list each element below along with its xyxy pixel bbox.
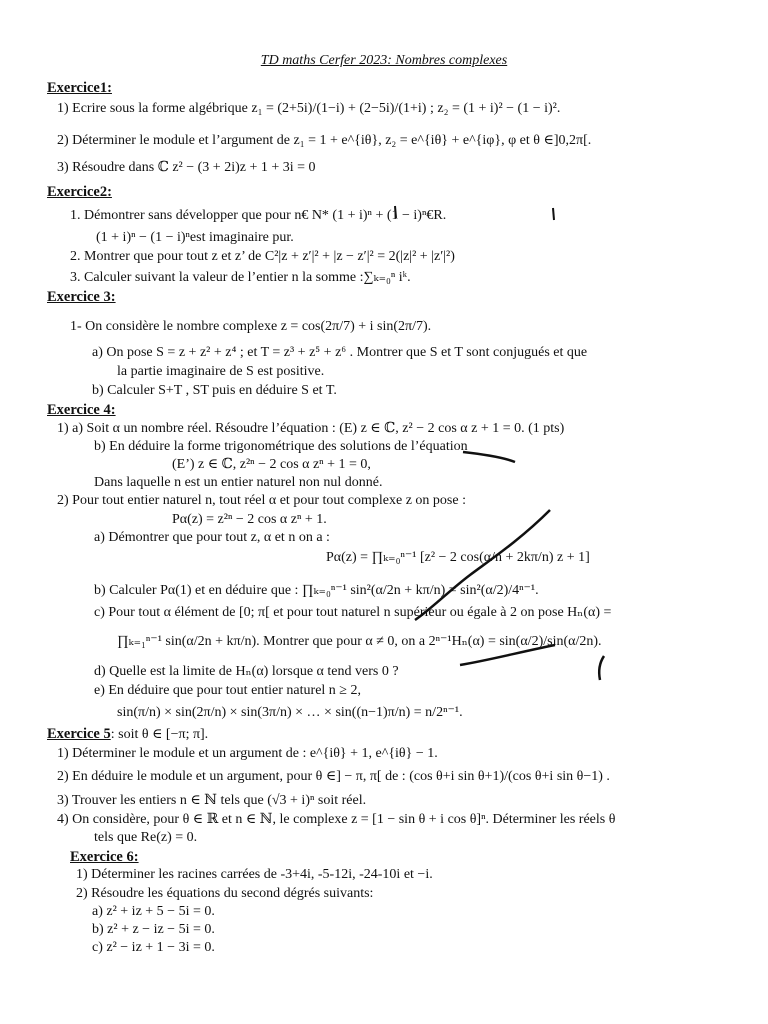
pen-stroke bbox=[553, 208, 554, 220]
ex2-q2: 2. Montrer que pour tout z et z’ de C²|z + z′|² + |z − z′|² = 2(|z|² + |z′|²) bbox=[70, 249, 455, 264]
ex6-qb: b) z² + z − iz − 5i = 0. bbox=[92, 922, 215, 937]
ex5-q1: 1) Déterminer le module et un argument de : e^{iθ} + 1, e^{iθ} − 1. bbox=[57, 746, 438, 761]
ex2-q1: 1. Démontrer sans développer que pour n€ N* (1 + i)ⁿ + (1 − i)ⁿ€R. bbox=[70, 208, 447, 223]
ex2-q1b: (1 + i)ⁿ − (1 − i)ⁿest imaginaire pur. bbox=[96, 230, 294, 245]
ex1-title-part-1: 1: bbox=[99, 80, 112, 96]
ex6-qa: a) z² + iz + 5 − 5i = 0. bbox=[92, 904, 215, 919]
ex4-q2aeq: Pα(z) = ∏ₖ₌₀ⁿ⁻¹ [z² − 2 cos(α/n + 2kπ/n) z + 1] bbox=[326, 550, 590, 565]
ex4-q2b: b) Calculer Pα(1) et en déduire que : ∏ₖ₌₀ⁿ⁻¹ sin²(α/2n + kπ/n) = sin²(α/2)/4ⁿ⁻¹. bbox=[94, 583, 539, 598]
ex4-q2a: a) Démontrer que pour tout z, α et n on a : bbox=[94, 530, 330, 545]
ex2-title: Exercice2: bbox=[47, 184, 112, 200]
ex4-q1b3: Dans laquelle n est un entier naturel non nul donné. bbox=[94, 475, 383, 490]
ex5-q4b: tels que Re(z) = 0. bbox=[94, 830, 198, 845]
pen-stroke bbox=[599, 656, 604, 680]
ex5-title-part-0: Exercice 5 bbox=[47, 726, 111, 742]
ex3-qb: b) Calculer S+T , ST puis en déduire S et T. bbox=[92, 383, 337, 398]
ex4-title: Exercice 4: bbox=[47, 402, 116, 418]
ex4-q2: 2) Pour tout entier naturel n, tout réel α et pour tout complexe z on pose : bbox=[57, 493, 466, 508]
ex4-q2c2: ∏ₖ₌₁ⁿ⁻¹ sin(α/2n + kπ/n). Montrer que pour α ≠ 0, on a 2ⁿ⁻¹Hₙ(α) = sin(α/2)/sin(α/2n). bbox=[117, 634, 602, 649]
pen-stroke bbox=[463, 452, 515, 462]
ex2-q3: 3. Calculer suivant la valeur de l’entier n la somme :∑ₖ₌₀ⁿ iᵏ. bbox=[70, 270, 411, 285]
ex1-q1: 1) Ecrire sous la forme algébrique z₁ = (2+5i)/(1−i) + (2−5i)/(1+i) ; z₂ = (1 + i)² − (1 − i)². bbox=[57, 101, 561, 116]
ex4-q1a: 1) a) Soit α un nombre réel. Résoudre l’équation : (E) z ∈ ℂ, z² − 2 cos α z + 1 = 0. (1 pts) bbox=[57, 421, 565, 436]
ex6-q2: 2) Résoudre les équations du second dégrés suivants: bbox=[76, 886, 374, 901]
ex5-q3: 3) Trouver les entiers n ∈ ℕ tels que (√3 + i)ⁿ soit réel. bbox=[57, 793, 367, 808]
ex1-q2: 2) Déterminer le module et l’argument de z₁ = 1 + e^{iθ}, z₂ = e^{iθ} + e^{iφ}, φ et θ ∈]0,2π[. bbox=[57, 133, 592, 148]
ex6-title: Exercice 6: bbox=[70, 849, 139, 865]
ex3-qa2: la partie imaginaire de S est positive. bbox=[117, 364, 325, 379]
ex5-q4: 4) On considère, pour θ ∈ ℝ et n ∈ ℕ, le complexe z = [1 − sin θ + i cos θ]ⁿ. Déterminer les réels θ bbox=[57, 812, 616, 827]
ex4-q2d: d) Quelle est la limite de Hₙ(α) lorsque α tend vers 0 ? bbox=[94, 664, 399, 679]
ex3-title: Exercice 3: bbox=[47, 289, 116, 305]
ex6-q1: 1) Déterminer les racines carrées de -3+4i, -5-12i, -24-10i et −i. bbox=[76, 867, 433, 882]
ex4-q1b: b) En déduire la forme trigonométrique des solutions de l’équation bbox=[94, 439, 468, 454]
ex5-q2: 2) En déduire le module et un argument, pour θ ∈] − π, π[ de : (cos θ+i sin θ+1)/(cos θ+i sin θ−1) . bbox=[57, 769, 610, 784]
document-title: TD maths Cerfer 2023: Nombres complexes bbox=[260, 53, 508, 68]
ex4-q2eq: Pα(z) = z²ⁿ − 2 cos α zⁿ + 1. bbox=[172, 512, 327, 527]
ex1-title-part-0: Exercice bbox=[47, 80, 100, 96]
ex1-q3: 3) Résoudre dans ℂ z² − (3 + 2i)z + 1 + 3i = 0 bbox=[57, 160, 316, 175]
ex4-q2c: c) Pour tout α élément de [0; π[ et pour tout naturel n supérieur ou égale à 2 on pose Hₙ(α) = bbox=[94, 605, 612, 620]
ex5-title bbox=[47, 726, 208, 744]
ex4-q1b2: (E’) z ∈ ℂ, z²ⁿ − 2 cos α zⁿ + 1 = 0, bbox=[172, 457, 371, 472]
ex3-qa: a) On pose S = z + z² + z⁴ ; et T = z³ + z⁵ + z⁶ . Montrer que S et T sont conjugués et que bbox=[92, 345, 588, 360]
ex3-q1: 1- On considère le nombre complexe z = cos(2π/7) + i sin(2π/7). bbox=[70, 319, 432, 334]
ex5-title-part-1: : soit θ ∈ [−π; π]. bbox=[110, 727, 209, 742]
ex1-title bbox=[47, 80, 112, 97]
ex6-qc: c) z² − iz + 1 − 3i = 0. bbox=[92, 940, 215, 955]
ex4-q2e: e) En déduire que pour tout entier naturel n ≥ 2, bbox=[94, 683, 361, 698]
ex4-q2eeq: sin(π/n) × sin(2π/n) × sin(3π/n) × … × sin((n−1)π/n) = n/2ⁿ⁻¹. bbox=[117, 705, 463, 720]
